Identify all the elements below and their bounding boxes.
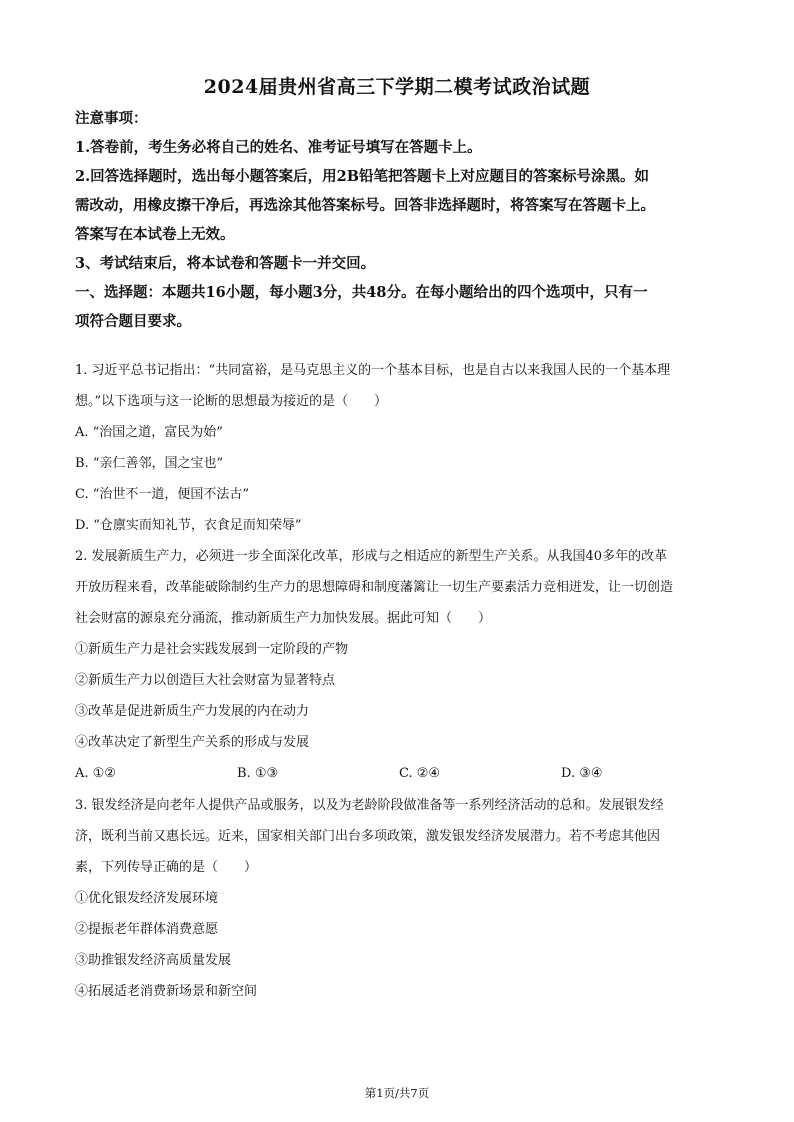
q3-item-3: ③助推银发经济高质量发展 (75, 953, 232, 968)
q1-stem-line-1: 1. 习近平总书记指出：“共同富裕，是马克思主义的一个基本目标，也是自古以来我国人民的一个基本理 (75, 363, 671, 378)
q2-stem-line-3: 社会财富的源泉充分涌流，推动新质生产力加快发展。据此可知（ ） (75, 611, 492, 626)
q2-stem-line-1: 2. 发展新质生产力，必须进一步全面深化改革，形成与之相适应的新型生产关系。从我国40多年的改革 (75, 549, 668, 564)
q1-stem-line-2: 想。”以下选项与这一论断的思想最为接近的是（ ） (75, 394, 388, 409)
q2-option-a: A. ①② (75, 766, 116, 781)
page-title: 2024届贵州省高三下学期二模考试政治试题 (203, 76, 591, 98)
notice-item-3: 3、考试结束后，将本试卷和答题卡一并交回。 (75, 255, 376, 272)
q1-option-d: D. “仓廪实而知礼节，衣食足而知荣辱” (75, 518, 302, 533)
q2-item-2: ②新质生产力以创造巨大社会财富为显著特点 (75, 673, 336, 688)
notice-section (75, 104, 725, 336)
notice-item-2-line-1: 2.回答选择题时，选出每小题答案后，用2B铅笔把答题卡上对应题目的答案标号涂黑。如 (75, 168, 649, 185)
q3-stem-line-3: 素，下列传导正确的是（ ） (75, 860, 258, 875)
q2-item-1: ①新质生产力是社会实践发展到一定阶段的产物 (75, 642, 349, 657)
q1-option-c: C. “治世不一道，便国不法古” (75, 487, 250, 502)
q2-option-b: B. ①③ (237, 766, 279, 781)
q2-option-c: C. ②④ (399, 766, 441, 781)
page-number: 第1页/共7页 (364, 1086, 430, 1100)
section-heading-line-2: 项符合题目要求。 (75, 313, 191, 330)
q3-item-2: ②提振老年群体消费意愿 (75, 922, 219, 937)
section-heading-line-1: 一、选择题：本题共16小题，每小题3分，共48分。在每小题给出的四个选项中，只有一 (75, 284, 648, 301)
q2-options-row (75, 758, 725, 789)
notice-item-2-line-3: 答案写在本试卷上无效。 (75, 226, 235, 243)
q3-stem-line-1: 3. 银发经济是向老年人提供产品或服务，以及为老龄阶段做准备等一系列经济活动的总和。发展银发经 (75, 798, 664, 813)
notice-item-2-line-2: 需改动，用橡皮擦干净后，再选涂其他答案标号。回答非选择题时，将答案写在答题卡上。 (75, 197, 655, 214)
q3-stem-line-2: 济，既利当前又惠长远。近来，国家相关部门出台多项政策，激发银发经济发展潜力。若不考虑其他因 (75, 829, 661, 844)
q2-option-d: D. ③④ (561, 766, 603, 781)
notice-item-1: 1.答卷前，考生务必将自己的姓名、准考证号填写在答题卡上。 (75, 139, 482, 156)
question-1 (75, 355, 725, 541)
q2-item-4: ④改革决定了新型生产关系的形成与发展 (75, 735, 310, 750)
q2-item-3: ③改革是促进新质生产力发展的内在动力 (75, 704, 310, 719)
q1-option-b: B. “亲仁善邻，国之宝也” (75, 456, 224, 471)
question-3 (75, 790, 725, 1007)
question-2 (75, 541, 725, 789)
q2-stem-line-2: 开放历程来看，改革能破除制约生产力的思想障碍和制度藩篱让一切生产要素活力竞相迸发，让一切创造 (75, 580, 674, 595)
q1-option-a: A. “治国之道，富民为始” (75, 425, 223, 440)
q3-item-1: ①优化银发经济发展环境 (75, 891, 219, 906)
notice-heading: 注意事项： (75, 110, 148, 127)
q3-item-4: ④拓展适老消费新场景和新空间 (75, 984, 258, 999)
